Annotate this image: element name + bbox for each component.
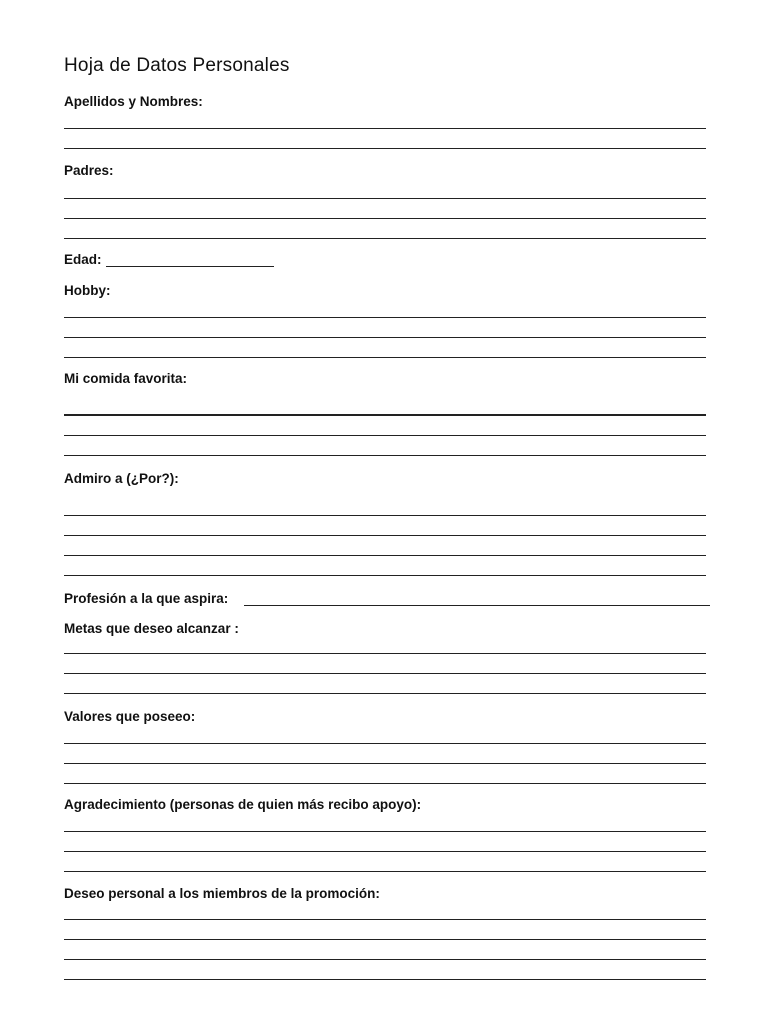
- document-title: Hoja de Datos Personales: [64, 55, 290, 76]
- answer-line[interactable]: [64, 128, 706, 129]
- answer-line[interactable]: [64, 357, 706, 358]
- label-metas: Metas que deseo alcanzar :: [64, 621, 239, 636]
- answer-line[interactable]: [64, 218, 706, 219]
- answer-line[interactable]: [64, 871, 706, 872]
- answer-line[interactable]: [64, 198, 706, 199]
- label-apellidos-nombres: Apellidos y Nombres:: [64, 94, 203, 109]
- answer-line[interactable]: [64, 337, 706, 338]
- answer-line[interactable]: [64, 673, 706, 674]
- answer-line[interactable]: [64, 763, 706, 764]
- label-profesion: Profesión a la que aspira:: [64, 591, 229, 606]
- answer-line[interactable]: [64, 555, 706, 556]
- label-deseo-personal: Deseo personal a los miembros de la promoción:: [64, 886, 380, 901]
- answer-line[interactable]: [64, 783, 706, 784]
- answer-line[interactable]: [64, 515, 706, 516]
- answer-line[interactable]: [64, 831, 706, 832]
- answer-line[interactable]: [64, 317, 706, 318]
- label-valores: Valores que poseeo:: [64, 709, 196, 724]
- label-edad: Edad:: [64, 252, 102, 267]
- answer-line[interactable]: [64, 535, 706, 536]
- answer-line[interactable]: [64, 743, 706, 744]
- label-agradecimiento: Agradecimiento (personas de quien más recibo apoyo):: [64, 797, 422, 812]
- answer-line[interactable]: [64, 939, 706, 940]
- answer-line[interactable]: [64, 238, 706, 239]
- answer-line[interactable]: [64, 435, 706, 436]
- profesion-answer-line[interactable]: [244, 605, 710, 606]
- answer-line[interactable]: [64, 653, 706, 654]
- label-comida-favorita: Mi comida favorita:: [64, 371, 188, 386]
- answer-line[interactable]: [64, 959, 706, 960]
- answer-line[interactable]: [64, 575, 706, 576]
- answer-line[interactable]: [64, 851, 706, 852]
- edad-answer-line[interactable]: [106, 266, 274, 267]
- answer-line[interactable]: [64, 148, 706, 149]
- answer-line[interactable]: [64, 455, 706, 456]
- answer-line[interactable]: [64, 919, 706, 920]
- label-padres: Padres:: [64, 163, 114, 178]
- answer-line[interactable]: [64, 979, 706, 980]
- label-hobby: Hobby:: [64, 283, 111, 298]
- answer-line[interactable]: [64, 414, 706, 416]
- label-admiro: Admiro a (¿Por?):: [64, 471, 179, 486]
- answer-line[interactable]: [64, 693, 706, 694]
